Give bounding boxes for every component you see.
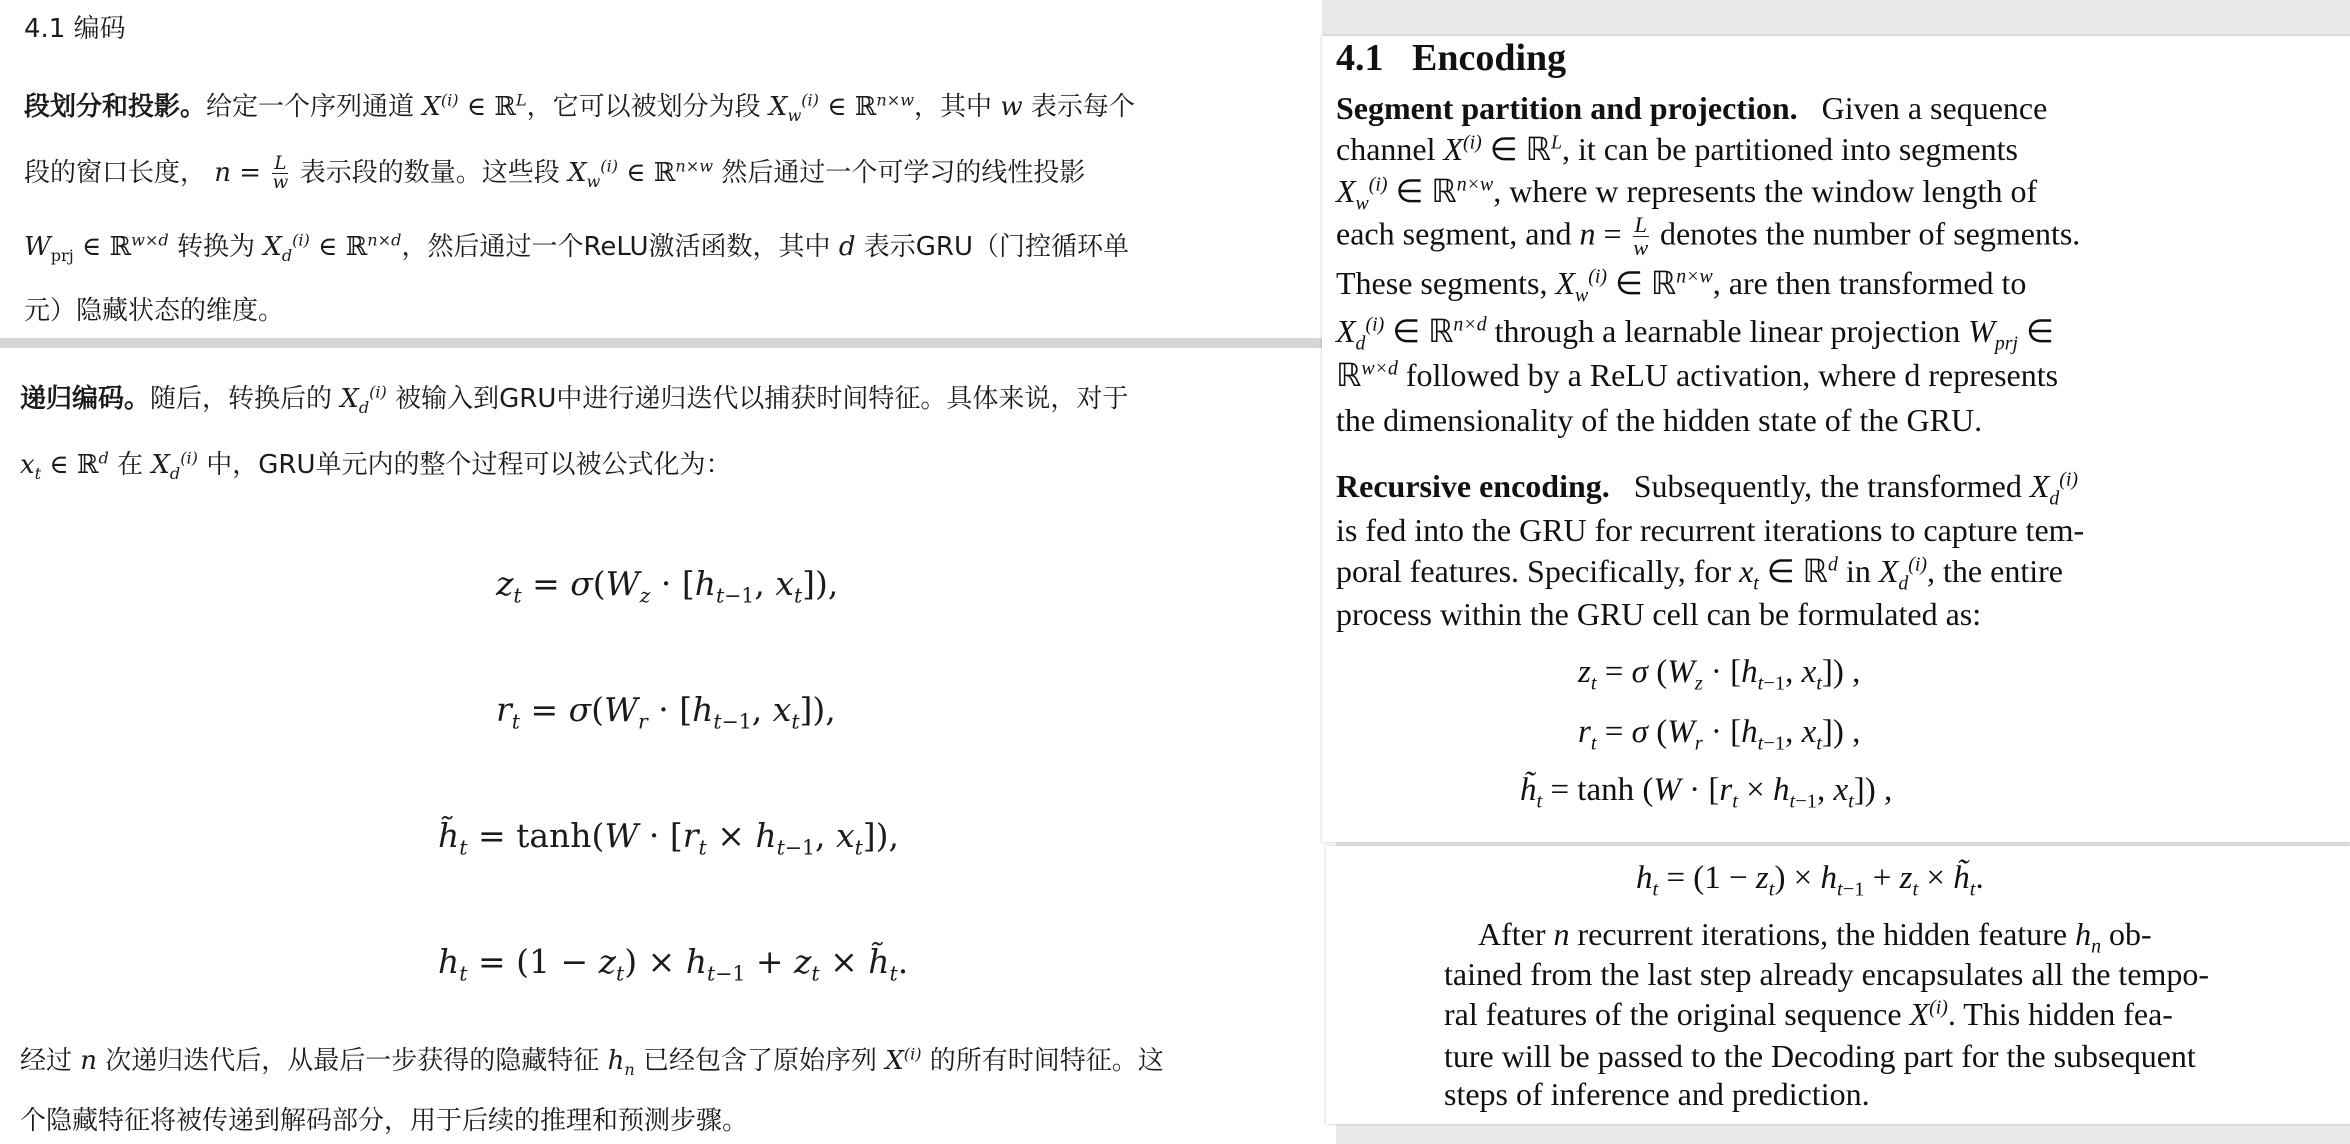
paragraph-en-1-line-8: the dimensionality of the hidden state of the GRU. — [1336, 402, 1983, 438]
page-divider — [0, 338, 1322, 348]
paragraph-cn-1-line-4: 元）隐藏状态的维度。 — [24, 296, 285, 326]
paragraph-en-3-line-5: steps of inference and prediction. — [1444, 1076, 1870, 1112]
paragraph-en-3-line-1: After n recurrent iterations, the hidden feature $h_n$ ob- — [1478, 916, 2152, 958]
paragraph-en-1-line-3: $X_w^{(i)}$ ∈ ℝ$^{n\times w}$, where w represents the window length of — [1336, 173, 2038, 215]
equation-cn-update-gate: $z_t = \sigma(W_z \cdot [h_{t-1}$, $x_t$]), — [496, 564, 839, 608]
paragraph-en-1-line-5: These segments, $X_w^{(i)}$ ∈ ℝ$^{n\times w}$, are then transformed to — [1336, 265, 2027, 307]
paragraph-cn-1-line-3: $W_{prj}$ ∈ ℝ$^{w\times d}$ 转换为 $X_d^{(i)}$ ∈ ℝ$^{n\times d}$，然后通过一个ReLU激活函数，其中 d 表示GRU（门控循环单 — [24, 230, 1129, 266]
chinese-document-bottom — [0, 348, 1336, 1144]
section-heading-cn: 4.1 编码 — [24, 14, 126, 44]
bold-lead-cn-1: 段划分和投影。 — [24, 92, 207, 122]
paragraph-cn-3-line-2: 个隐藏特征将被传递到解码部分，用于后续的推理和预测步骤。 — [20, 1106, 749, 1136]
english-paper-bottom — [1326, 846, 2350, 1124]
bold-lead-en-1: Segment partition and projection. — [1336, 90, 1798, 126]
equation-en-candidate: $h̃_t = \tanh (W \cdot [r_t \times h_{t-1}$, $x_t$]) , — [1520, 772, 1893, 813]
paragraph-en-1-line-2: channel $X^{(i)}$ ∈ ℝ$^L$, it can be partitioned into segments — [1336, 131, 2018, 167]
paragraph-cn-1-line-2: 段的窗口长度， n = $\frac{L}{w}$ 表示段的数量。这些段 $X_w^{(i)}$ ∈ ℝ$^{n\times w}$ 然后通过一个可学习的线性投影 — [24, 152, 1086, 193]
bold-lead-en-2: Recursive encoding. — [1336, 468, 1610, 504]
paragraph-en-2-line-2: is fed into the GRU for recurrent iterations to capture tem- — [1336, 512, 2085, 548]
english-paper-top — [1322, 36, 2350, 842]
paragraph-en-1-line-1: Segment partition and projection. Given a sequence — [1336, 90, 2048, 126]
equation-cn-candidate: $h̃_t = \tanh(W \cdot [r_t \times h_{t-1}$, $x_t$]), — [438, 816, 900, 860]
paragraph-en-1-line-4: each segment, and n = $\frac{L}{w}$ denotes the number of segments. — [1336, 212, 2081, 261]
equation-en-reset-gate: $r_t = \sigma$ ($W_r \cdot [h_{t-1}$, $x_t$]) , — [1578, 714, 1861, 755]
equation-cn-reset-gate: $r_t = \sigma(W_r \cdot [h_{t-1}$, $x_t$]), — [496, 690, 836, 734]
paragraph-en-2-line-4: process within the GRU cell can be formulated as: — [1336, 596, 1982, 632]
equation-en-hidden: $h_t = (1 - z_t) \times h_{t-1} + z_t$ × $h̃_t$. — [1636, 860, 1984, 901]
bold-lead-cn-2: 递归编码。 — [20, 384, 151, 414]
chinese-document-top — [0, 0, 1322, 338]
paragraph-en-2-line-1: Recursive encoding. Subsequently, the transformed $X_d^{(i)}$ — [1336, 468, 2078, 510]
equation-en-update-gate: $z_t = \sigma$ ($W_z \cdot [h_{t-1}$, $x_t$]) , — [1578, 654, 1861, 695]
equation-cn-hidden: $h_t = (1 - z_t) \times h_{t-1} + z_t$ × $h̃_t$. — [438, 942, 909, 986]
paragraph-en-3-line-3: ral features of the original sequence $X^{(i)}$. This hidden fea- — [1444, 996, 2173, 1032]
paragraph-en-3-line-2: tained from the last step already encapsulates all the tempo- — [1444, 956, 2210, 992]
paragraph-cn-3-line-1: 经过 n 次递归迭代后，从最后一步获得的隐藏特征 $h_n$ 已经包含了原始序列 $X^{(i)}$ 的所有时间特征。这 — [20, 1044, 1164, 1080]
section-heading-en: 4.1 Encoding — [1336, 37, 1567, 79]
paragraph-cn-2-line-2: $x_t$ ∈ ℝ$^d$ 在 $X_d^{(i)}$ 中，GRU单元内的整个过程可以被公式化为： — [20, 448, 732, 484]
paragraph-en-1-line-6: $X_d^{(i)}$ ∈ ℝ$^{n\times d}$ through a learnable linear projection $W_{prj}$ ∈ — [1336, 313, 2054, 355]
paragraph-en-1-line-7: ℝ$^{w\times d}$ followed by a ReLU activation, where d represents — [1336, 357, 2059, 393]
paragraph-cn-1-line-1: 段划分和投影。给定一个序列通道 $X^{(i)}$ ∈ ℝ$^L$，它可以被划分为段 $X_w^{(i)}$ ∈ ℝ$^{n\times w}$，其中 w 表示每个 — [24, 90, 1135, 126]
paragraph-en-3-line-4: ture will be passed to the Decoding part for the subsequent — [1444, 1038, 2196, 1074]
paragraph-en-2-line-3: poral features. Specifically, for $x_t$ ∈ ℝ$^d$ in $X_d^{(i)}$, the entire — [1336, 553, 2063, 595]
paragraph-cn-2-line-1: 递归编码。随后，转换后的 $X_d^{(i)}$ 被输入到GRU中进行递归迭代以捕获时间特征。具体来说，对于 — [20, 382, 1129, 418]
